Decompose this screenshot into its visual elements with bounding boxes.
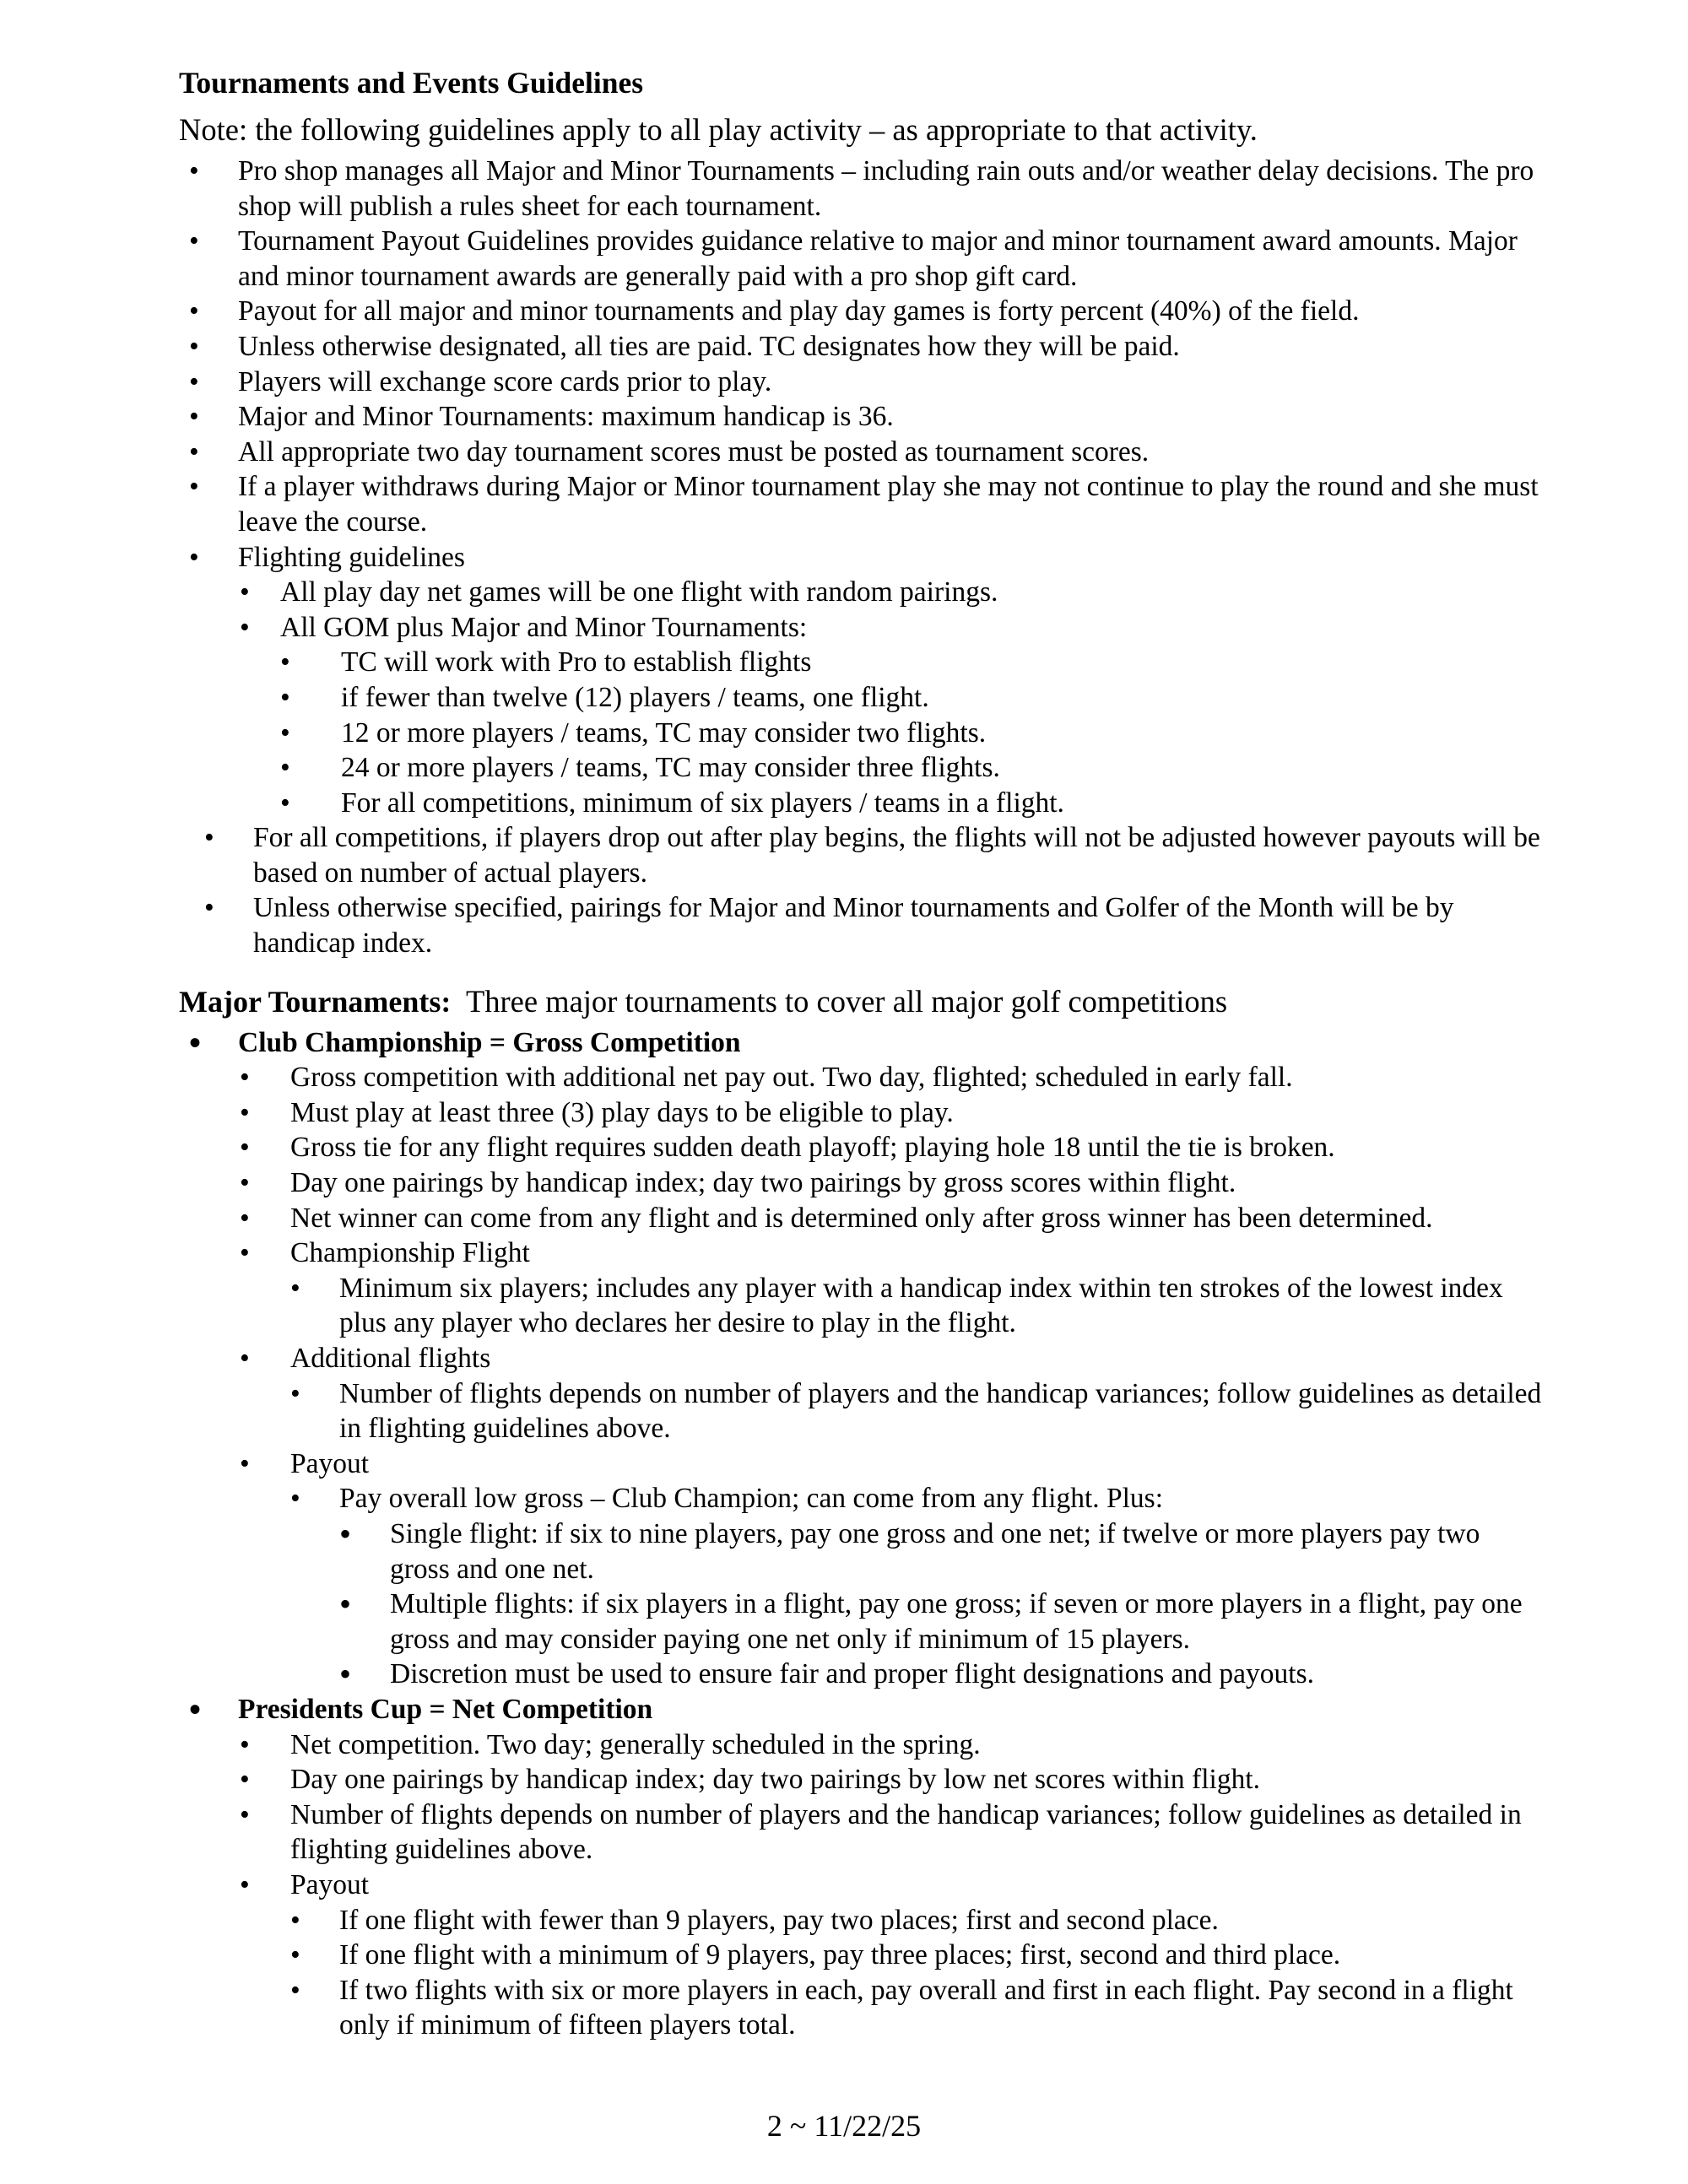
list-item: • 24 or more players / teams, TC may consider three flights. xyxy=(179,750,1546,786)
list-item: • Pay overall low gross – Club Champion; can come from any flight. Plus: xyxy=(179,1481,1546,1516)
list-item: • Number of flights depends on number of players and the handicap variances; follow guidelines as detailed in flighting guidelines above. xyxy=(179,1797,1546,1868)
list-item: • For all competitions, minimum of six players / teams in a flight. xyxy=(179,786,1546,821)
list-item: • Pro shop manages all Major and Minor Tournaments – including rain outs and/or weather delay decisions. The pro shop will publish a rules sheet for each tournament. xyxy=(179,154,1546,224)
list-item: • All play day net games will be one flight with random pairings. xyxy=(179,575,1546,610)
major-label: Major Tournaments: xyxy=(179,984,452,1019)
page-heading: Tournaments and Events Guidelines xyxy=(179,66,644,100)
presidents-payout-label: • Payout xyxy=(179,1868,1546,1903)
presidents-cup-title: • Presidents Cup = Net Competition xyxy=(179,1692,1546,1727)
list-item: • Unless otherwise specified, pairings for Major and Minor tournaments and Golfer of the Month will be by handicap index. xyxy=(179,890,1546,960)
club-payout-label: • Payout xyxy=(179,1446,1546,1482)
list-item: • Major and Minor Tournaments: maximum handicap is 36. xyxy=(179,399,1546,435)
list-item: • Gross competition with additional net pay out. Two day, flighted; scheduled in early fall. xyxy=(179,1060,1546,1095)
list-item: • Tournament Payout Guidelines provides guidance relative to major and minor tournament award amounts. Major and minor tournament awards are generally paid with a pro shop gift card. xyxy=(179,224,1546,294)
list-item: • Flighting guidelines xyxy=(179,540,1546,576)
note-text: Note: the following guidelines apply to all play activity – as appropriate to that activity. xyxy=(179,112,1258,147)
list-item: • Multiple flights: if six players in a flight, pay one gross; if seven or more players in a flight, pay one gross and may consider paying one net only if minimum of 15 players. xyxy=(179,1587,1546,1657)
list-item: • Minimum six players; includes any player with a handicap index within ten strokes of the lowest index plus any player who declares her desire to play in the flight. xyxy=(179,1271,1546,1341)
list-item: • Discretion must be used to ensure fair and proper flight designations and payouts. xyxy=(179,1657,1546,1692)
list-item: • For all competitions, if players drop out after play begins, the flights will not be adjusted however payouts will be based on number of actual players. xyxy=(179,820,1546,890)
major-tournaments-list xyxy=(179,1025,1546,2043)
list-item: • Number of flights depends on number of players and the handicap variances; follow guidelines as detailed in flighting guidelines above. xyxy=(179,1376,1546,1446)
championship-flight-label: • Championship Flight xyxy=(179,1235,1546,1271)
page-footer: 2 ~ 11/22/25 xyxy=(766,2109,922,2143)
list-item: • if fewer than twelve (12) players / teams, one flight. xyxy=(179,680,1546,716)
major-tournaments-heading xyxy=(179,978,1546,1025)
list-item: • Gross tie for any flight requires sudden death playoff; playing hole 18 until the tie is broken. xyxy=(179,1130,1546,1165)
list-item: • Net winner can come from any flight and is determined only after gross winner has been determined. xyxy=(179,1201,1546,1236)
list-item: • Day one pairings by handicap index; day two pairings by low net scores within flight. xyxy=(179,1762,1546,1797)
list-item: • If two flights with six or more players in each, pay overall and first in each flight. Pay second in a flight only if minimum of fifteen players total. xyxy=(179,1973,1546,2043)
list-item: • If one flight with fewer than 9 players, pay two places; first and second place. xyxy=(179,1903,1546,1938)
list-item: • If one flight with a minimum of 9 players, pay three places; first, second and third place. xyxy=(179,1938,1546,1973)
list-item: • Single flight: if six to nine players, pay one gross and one net; if twelve or more players pay two gross and one net. xyxy=(179,1516,1546,1587)
general-guidelines-list xyxy=(179,154,1546,961)
list-item: • All appropriate two day tournament scores must be posted as tournament scores. xyxy=(179,435,1546,470)
additional-flights-label: • Additional flights xyxy=(179,1341,1546,1376)
document-page xyxy=(179,59,1546,2043)
club-championship-title: • Club Championship = Gross Competition xyxy=(179,1025,1546,1061)
list-item: • All GOM plus Major and Minor Tournaments: xyxy=(179,610,1546,646)
list-item: • TC will work with Pro to establish flights xyxy=(179,645,1546,680)
list-item: • Net competition. Two day; generally scheduled in the spring. xyxy=(179,1727,1546,1763)
list-item: • 12 or more players / teams, TC may consider two flights. xyxy=(179,716,1546,751)
major-description: Three major tournaments to cover all major golf competitions xyxy=(465,983,1228,1019)
list-item: • Players will exchange score cards prior to play. xyxy=(179,365,1546,400)
list-item: • If a player withdraws during Major or Minor tournament play she may not continue to play the round and she must leave the course. xyxy=(179,469,1546,539)
list-item: • Day one pairings by handicap index; day two pairings by gross scores within flight. xyxy=(179,1165,1546,1201)
list-item: • Unless otherwise designated, all ties are paid. TC designates how they will be paid. xyxy=(179,329,1546,365)
list-item: • Must play at least three (3) play days to be eligible to play. xyxy=(179,1095,1546,1131)
list-item: • Payout for all major and minor tournaments and play day games is forty percent (40%) of the field. xyxy=(179,294,1546,329)
